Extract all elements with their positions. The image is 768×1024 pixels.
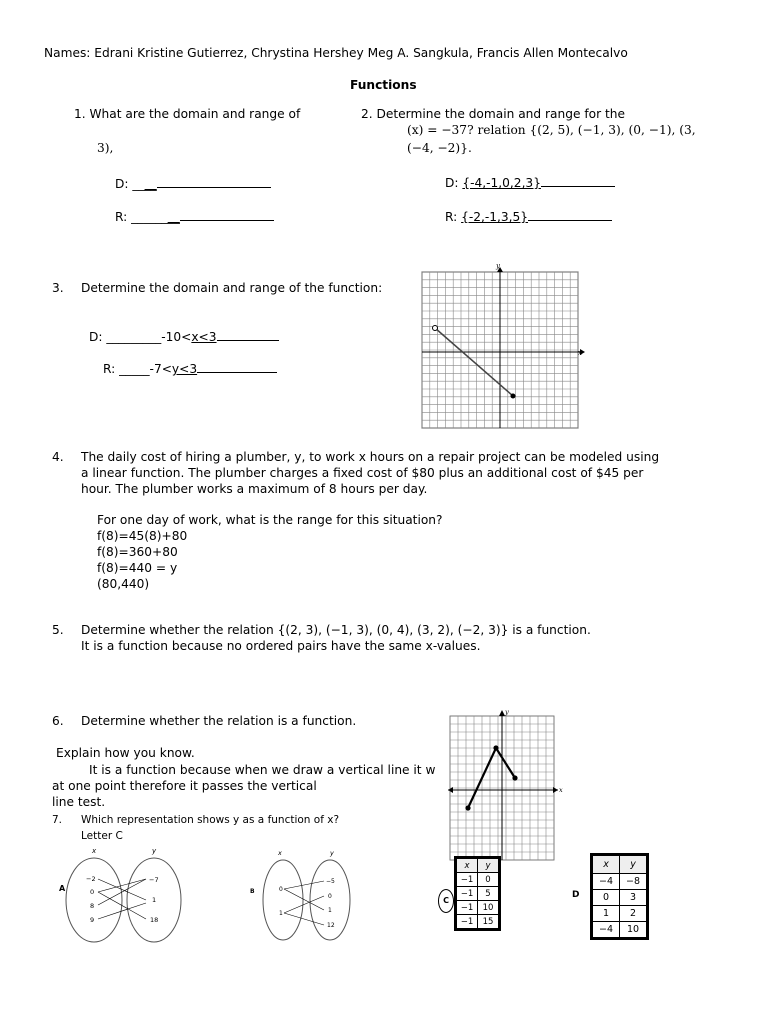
table-row	[593, 906, 647, 922]
q7-option-c[interactable]	[454, 856, 501, 931]
q7-c-header-row	[457, 859, 499, 873]
q3-graph	[420, 262, 590, 432]
q6-number: 6.	[52, 714, 64, 728]
q3-range-prefix: -7<	[149, 362, 172, 376]
q1-continuation: 3),	[97, 141, 114, 155]
table-cell: 1	[593, 906, 620, 922]
q7-a-label: A	[59, 884, 66, 893]
q2-domain	[445, 176, 615, 190]
q3-domain-label: D: _________	[89, 330, 162, 344]
table-cell: 10	[620, 922, 647, 938]
q6-x-label: x	[559, 786, 563, 794]
q7-a-output-2: 1	[152, 896, 157, 904]
q1-domain-fill: __	[144, 177, 157, 191]
q2-domain-label: D:	[445, 176, 463, 190]
q6-y-label: y	[505, 708, 509, 716]
q7-c-label-circle	[438, 889, 454, 913]
q7-a-y-head: y	[152, 847, 157, 855]
table-cell: −8	[620, 874, 647, 890]
table-row	[593, 890, 647, 906]
q6-answer-2[interactable]: at one point therefore it passes the vertical	[52, 779, 317, 793]
q7-a-input-2: 0	[90, 888, 95, 896]
q7-option-a[interactable]	[54, 845, 194, 945]
q7-b-y-head: y	[330, 849, 334, 857]
table-cell: 3	[620, 890, 647, 906]
student-names: Names: Edrani Kristine Gutierrez, Chrystina Hershey Meg A. Sangkula, Francis Allen Montecalvo	[44, 46, 628, 60]
q6-point-3	[512, 775, 517, 780]
q4-work-3: f(8)=440 = y	[97, 561, 178, 575]
q6-x-arrow-right	[553, 787, 558, 793]
q7-a-input-3: 8	[90, 902, 95, 910]
q4-work-1: f(8)=45(8)+80	[97, 529, 188, 543]
q1-domain	[115, 177, 271, 191]
q2-line3: (−4, −2)}.	[407, 141, 472, 155]
q7-b-output-4: 12	[327, 922, 335, 929]
q3-domain-answer[interactable]: x<3	[191, 330, 217, 344]
q7-question: Which representation shows y as a function of x?	[81, 814, 340, 826]
q2-range-answer[interactable]: {-2,-1,3,5}	[461, 210, 529, 224]
q3-closed-point	[511, 394, 516, 399]
table-cell: −1	[457, 901, 478, 915]
q2-line2: (x) = −37? relation {(2, 5), (−1, 3), (0, −1), (3,	[407, 123, 696, 137]
q3-question: Determine the domain and range of the function:	[81, 281, 383, 295]
q7-a-output-1: −7	[149, 876, 159, 884]
q3-domain-prefix: -10<	[161, 330, 192, 344]
q3-range-label: R: _____	[103, 362, 150, 376]
q1-range	[115, 210, 274, 224]
q7-option-b[interactable]	[248, 845, 368, 945]
q6-answer-3[interactable]: line test.	[52, 795, 106, 809]
q7-b-input-1: 0	[279, 886, 283, 893]
q7-number: 7.	[52, 814, 63, 826]
q1-domain-label: D: __	[115, 177, 145, 191]
q7-c-col-x: x	[457, 859, 478, 873]
q6-point-1	[465, 805, 470, 810]
q4-line1: The daily cost of hiring a plumber, y, to work x hours on a repair project can be modeled using	[81, 450, 660, 464]
q7-option-d[interactable]	[590, 853, 649, 940]
q7-a-domain-oval	[66, 858, 122, 942]
q4-work-4: (80,440)	[97, 577, 150, 591]
q4-number: 4.	[52, 450, 64, 464]
q7-d-col-x: x	[593, 856, 620, 874]
q7-a-input-4: 9	[90, 916, 95, 924]
q7-b-label: B	[250, 888, 255, 895]
table-cell: 0	[593, 890, 620, 906]
q1-range-fill: __	[167, 210, 180, 224]
q7-b-output-3: 1	[328, 907, 332, 914]
q5-number: 5.	[52, 623, 64, 637]
q7-a-output-3: 18	[150, 916, 159, 924]
q4-line2: a linear function. The plumber charges a fixed cost of $80 plus an additional cost of $45 per	[81, 466, 644, 480]
q3-number: 3.	[52, 281, 64, 295]
page-title: Functions	[350, 78, 417, 92]
q6-answer-1[interactable]: It is a function because when we draw a vertical line it w	[89, 763, 436, 777]
table-row	[457, 873, 499, 887]
q3-range	[103, 362, 277, 376]
table-row	[457, 901, 499, 915]
q6-question: Determine whether the relation is a function.	[81, 714, 357, 728]
q4-line3: hour. The plumber works a maximum of 8 hours per day.	[81, 482, 428, 496]
q7-b-output-1: −5	[326, 878, 335, 885]
q6-point-2	[493, 745, 498, 750]
q7-b-domain-oval	[263, 860, 303, 940]
q1-range-blank[interactable]	[180, 220, 274, 221]
table-cell: −1	[457, 887, 478, 901]
q3-open-point	[433, 326, 438, 331]
q7-c-col-y: y	[478, 859, 499, 873]
table-cell: 10	[478, 901, 499, 915]
q4-prompt: For one day of work, what is the range for this situation?	[97, 513, 443, 527]
q7-b-arrows	[284, 881, 324, 925]
table-cell: 2	[620, 906, 647, 922]
q5-answer[interactable]: It is a function because no ordered pairs have the same x-values.	[81, 639, 481, 653]
q2-range	[445, 210, 612, 224]
q7-a-x-head: x	[92, 847, 97, 855]
q6-graph	[448, 708, 568, 868]
table-cell: 15	[478, 915, 499, 929]
table-cell: 5	[478, 887, 499, 901]
q6-explain: Explain how you know.	[56, 746, 195, 760]
q7-d-col-y: y	[620, 856, 647, 874]
table-cell: −4	[593, 874, 620, 890]
q7-b-output-2: 0	[328, 893, 332, 900]
q7-c-table	[456, 858, 499, 929]
q7-answer[interactable]: Letter C	[81, 830, 123, 842]
q1-range-label: R: ______	[115, 210, 168, 224]
q7-b-x-head: x	[278, 849, 282, 857]
table-cell: −4	[593, 922, 620, 938]
q3-x-label: x	[578, 349, 582, 357]
q2-range-label: R:	[445, 210, 462, 224]
q7-b-input-2: 1	[279, 910, 283, 917]
q1-question: 1. What are the domain and range of	[74, 107, 301, 121]
q2-question: 2. Determine the domain and range for the	[361, 107, 625, 121]
table-row	[457, 915, 499, 929]
q1-domain-blank[interactable]	[157, 187, 271, 188]
table-cell: −1	[457, 915, 478, 929]
q4-work-2: f(8)=360+80	[97, 545, 178, 559]
table-row	[593, 874, 647, 890]
q7-d-label: D	[572, 890, 580, 900]
table-row	[457, 887, 499, 901]
q7-a-input-1: −2	[86, 875, 96, 883]
q3-range-answer[interactable]: y<3	[171, 362, 198, 376]
table-row	[593, 922, 647, 938]
q2-domain-answer[interactable]: {-4,-1,0,2,3}	[462, 176, 541, 190]
q3-y-label: y	[496, 262, 500, 270]
q7-d-table	[592, 855, 647, 938]
q7-d-header-row	[593, 856, 647, 874]
table-cell: 0	[478, 873, 499, 887]
q3-domain	[89, 330, 279, 344]
q5-question: Determine whether the relation {(2, 3), (−1, 3), (0, 4), (3, 2), (−2, 3)} is a function.	[81, 623, 591, 637]
table-cell: −1	[457, 873, 478, 887]
q7-c-label: C	[443, 896, 449, 905]
